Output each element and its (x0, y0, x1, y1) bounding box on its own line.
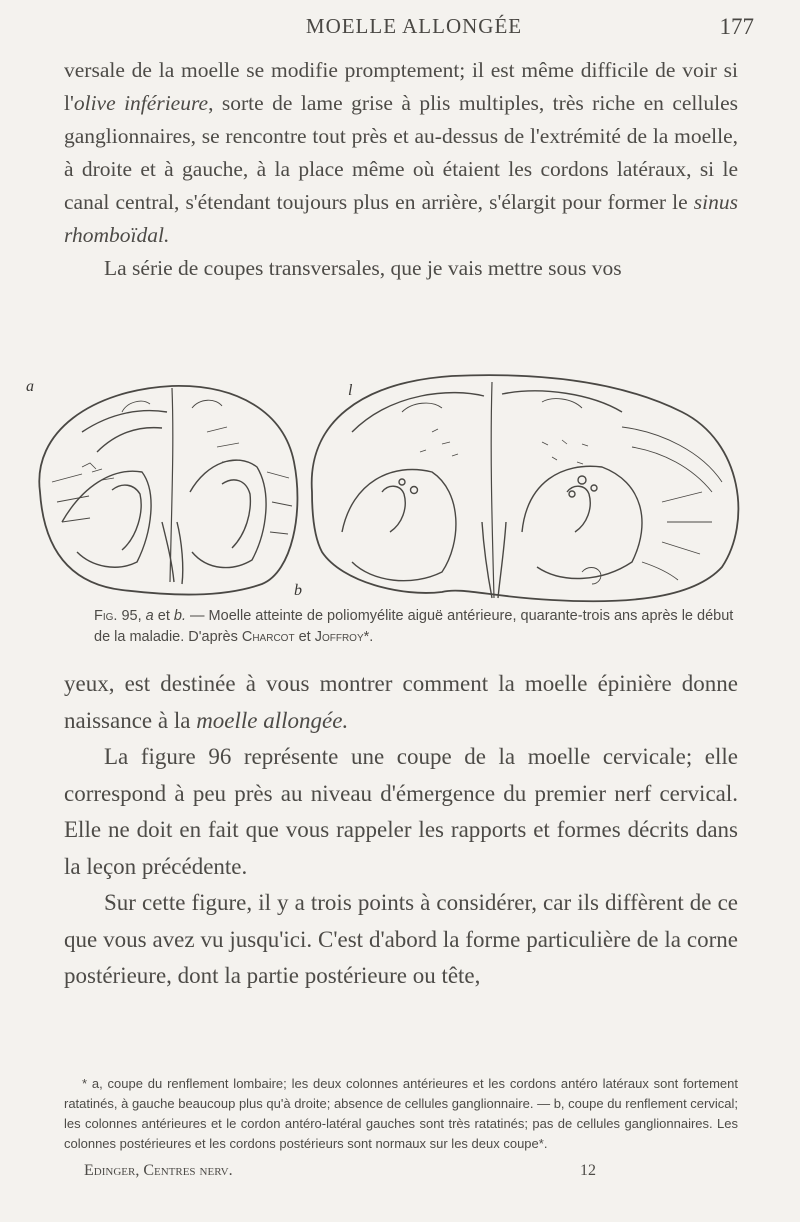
paragraph-bottom (64, 666, 738, 995)
section-b-drawing (312, 375, 739, 601)
footnote-text: * a, coupe du renflement lombaire; les deux colonnes antérieures et les cordons antéro latéraux sont fortement ratatinés, à gauche beaucoup plus qu'à droite; absence de cellules ganglionnaire. — b, coupe du renflement cervical; les colonnes antérieures et le cordon antéro-latéral gauches sont très ratatinés; pas de cellules ganglionnaires. Les colonnes postérieures et les cordons postérieurs sont normaux sur les deux coupe*. (64, 1076, 738, 1151)
figure-label-a: a (26, 378, 34, 395)
figure-95 (22, 372, 752, 604)
signature-left: Edinger, Centres nerv. (84, 1162, 233, 1179)
paragraph-1: versale de la moelle se modifie promptement; il est même difficile de voir si l'olive inférieure, sorte de lame grise à plis multiples, très riche en cellules ganglionnaires, se rencontre tout près et au-dessus de l'extrémité de la moelle, à droite et à gauche, à la place même où étaient les cordons latéraux, si le canal central, s'étendant toujours plus en arrière, s'élargit pour former le sinus rhomboïdal. (64, 58, 738, 247)
term-olive: olive inférieure (73, 91, 209, 115)
paragraph-2: La série de coupes transversales, que je vais mettre sous vos (104, 256, 622, 280)
figure-label-l: l (348, 382, 353, 399)
section-a-drawing (39, 386, 297, 595)
term-moelle-allongee: moelle allongée. (196, 707, 349, 733)
paragraph-top (64, 54, 738, 285)
signature-right: 12 (580, 1162, 596, 1179)
footnote (64, 1074, 738, 1154)
figure-caption: Fig. 95, a et b. — Moelle atteinte de poliomyélite aiguë antérieure, quarante-trois ans après le début de la maladie. D'après Charcot et Joffroy*. (94, 608, 734, 645)
paragraph-3: yeux, est destinée à vous montrer comment la moelle épinière donne naissance à la moelle allongée. (64, 671, 738, 733)
running-head (74, 14, 754, 44)
figure-label-b: b (294, 582, 302, 599)
caption-author-joffroy: Joffroy (314, 629, 364, 645)
running-title: MOELLE ALLONGÉE (305, 14, 523, 38)
term-sinus: sinus rhomboïdal. (64, 190, 738, 247)
paragraph-4: La figure 96 représente une coupe de la moelle cervicale; elle correspond à peu près au niveau d'émergence du premier nerf cervical. Elle ne doit en fait que vous rappeler les rapports et formes décrits dans la leçon précédente. (64, 744, 738, 879)
signature-line (64, 1162, 738, 1186)
page-number: 177 (719, 14, 754, 39)
paragraph-5: Sur cette figure, il y a trois points à considérer, car ils diffèrent de ce que vous avez vu jusqu'ici. C'est d'abord la forme particulière de la corne postérieure, dont la partie postérieure ou tête, (64, 890, 738, 988)
spinal-cord-sections-illustration (22, 372, 752, 604)
caption-author-charcot: Charcot (241, 629, 295, 645)
